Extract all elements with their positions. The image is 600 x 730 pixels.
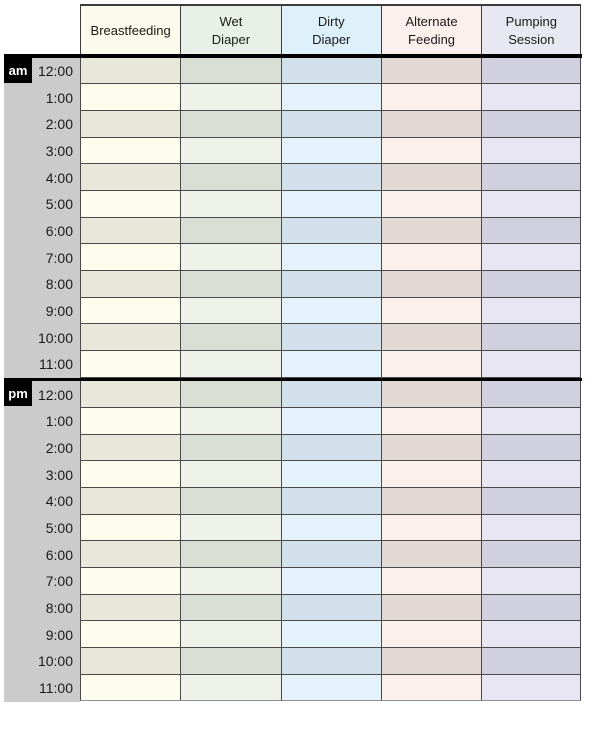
- cell-pm-600-alternate-feeding[interactable]: [381, 541, 481, 568]
- row-am-800: [4, 271, 582, 298]
- cell-am-100-breastfeeding[interactable]: [80, 84, 180, 111]
- row-am-600: [4, 218, 582, 245]
- cell-am-200-alternate-feeding[interactable]: [381, 111, 481, 138]
- row-am-1200: [4, 58, 582, 85]
- cell-am-900-alternate-feeding[interactable]: [381, 298, 481, 325]
- cell-pm-900-breastfeeding[interactable]: [80, 621, 180, 648]
- row-pm-100: [4, 408, 582, 435]
- column-header-pumping-session: [481, 4, 581, 55]
- cell-pm-300-pumping-session[interactable]: [481, 461, 581, 488]
- cell-am-800-dirty-diaper[interactable]: [281, 271, 381, 298]
- pm-badge: pm: [4, 381, 32, 406]
- column-header-dirty-diaper: [281, 4, 381, 55]
- cell-pm-700-pumping-session[interactable]: [481, 568, 581, 595]
- cell-pm-1200-wet-diaper[interactable]: [180, 381, 280, 408]
- cell-pm-300-wet-diaper[interactable]: [180, 461, 280, 488]
- cell-am-600-pumping-session[interactable]: [481, 218, 581, 245]
- column-header-label-line: Alternate: [405, 13, 458, 29]
- time-label-pm-1200: 12:00: [37, 386, 73, 403]
- cell-am-400-dirty-diaper[interactable]: [281, 164, 381, 191]
- row-pm-400: [4, 488, 582, 515]
- row-am-400: [4, 164, 582, 191]
- time-label-am-200: 2:00: [45, 116, 73, 133]
- cell-pm-200-wet-diaper[interactable]: [180, 435, 280, 462]
- time-label-pm-200: 2:00: [45, 439, 73, 456]
- cell-am-300-breastfeeding[interactable]: [80, 138, 180, 165]
- cell-pm-500-alternate-feeding[interactable]: [381, 515, 481, 542]
- am-badge: am: [4, 58, 32, 83]
- cell-am-900-pumping-session[interactable]: [481, 298, 581, 325]
- cell-am-800-breastfeeding[interactable]: [80, 271, 180, 298]
- column-header-breastfeeding: [80, 4, 180, 55]
- time-label-pm-600: 6:00: [45, 546, 73, 563]
- cell-am-600-dirty-diaper[interactable]: [281, 218, 381, 245]
- cell-pm-700-alternate-feeding[interactable]: [381, 568, 481, 595]
- cell-am-700-breastfeeding[interactable]: [80, 244, 180, 271]
- cell-am-900-breastfeeding[interactable]: [80, 298, 180, 325]
- column-header-label-line: Diaper: [211, 31, 251, 47]
- time-label-am-900: 9:00: [45, 303, 73, 320]
- cell-pm-1200-alternate-feeding[interactable]: [381, 381, 481, 408]
- cell-pm-1100-breastfeeding[interactable]: [80, 675, 180, 702]
- cell-pm-1000-dirty-diaper[interactable]: [281, 648, 381, 675]
- cell-am-400-breastfeeding[interactable]: [80, 164, 180, 191]
- cell-pm-200-breastfeeding[interactable]: [80, 435, 180, 462]
- cell-pm-600-pumping-session[interactable]: [481, 541, 581, 568]
- cell-pm-100-dirty-diaper[interactable]: [281, 408, 381, 435]
- row-pm-300: [4, 461, 582, 488]
- column-header-label-line: Diaper: [312, 31, 351, 47]
- time-label-am-800: 8:00: [45, 276, 73, 293]
- cell-am-1100-wet-diaper[interactable]: [180, 351, 280, 378]
- cell-am-400-pumping-session[interactable]: [481, 164, 581, 191]
- cell-am-1000-dirty-diaper[interactable]: [281, 324, 381, 351]
- cell-pm-1200-breastfeeding[interactable]: [80, 381, 180, 408]
- cell-am-1100-pumping-session[interactable]: [481, 351, 581, 378]
- cell-pm-800-pumping-session[interactable]: [481, 595, 581, 622]
- cell-am-1100-alternate-feeding[interactable]: [381, 351, 481, 378]
- cell-pm-1100-dirty-diaper[interactable]: [281, 675, 381, 702]
- cell-am-1000-pumping-session[interactable]: [481, 324, 581, 351]
- column-header-label-line: Breastfeeding: [90, 22, 171, 38]
- time-label-am-300: 3:00: [45, 142, 73, 159]
- row-pm-1200: [4, 381, 582, 408]
- cell-pm-800-wet-diaper[interactable]: [180, 595, 280, 622]
- cell-pm-600-breastfeeding[interactable]: [80, 541, 180, 568]
- cell-pm-900-dirty-diaper[interactable]: [281, 621, 381, 648]
- time-label-am-700: 7:00: [45, 249, 73, 266]
- cell-pm-400-alternate-feeding[interactable]: [381, 488, 481, 515]
- time-label-pm-900: 9:00: [45, 626, 73, 643]
- cell-am-300-dirty-diaper[interactable]: [281, 138, 381, 165]
- cell-am-1200-wet-diaper[interactable]: [180, 58, 280, 85]
- cell-pm-800-breastfeeding[interactable]: [80, 595, 180, 622]
- time-label-pm-1100: 11:00: [39, 680, 73, 697]
- cell-pm-600-dirty-diaper[interactable]: [281, 541, 381, 568]
- time-label-pm-500: 5:00: [45, 519, 73, 536]
- time-label-am-600: 6:00: [45, 222, 73, 239]
- cell-pm-1100-wet-diaper[interactable]: [180, 675, 280, 702]
- cell-am-300-wet-diaper[interactable]: [180, 138, 280, 165]
- time-label-pm-700: 7:00: [45, 573, 73, 590]
- time-label-pm-300: 3:00: [45, 466, 73, 483]
- cell-am-500-alternate-feeding[interactable]: [381, 191, 481, 218]
- time-label-pm-800: 8:00: [45, 600, 73, 617]
- cell-pm-200-pumping-session[interactable]: [481, 435, 581, 462]
- header-row: [80, 4, 583, 55]
- cell-pm-800-dirty-diaper[interactable]: [281, 595, 381, 622]
- row-pm-900: [4, 621, 582, 648]
- column-header-label-line: Feeding: [408, 31, 456, 47]
- cell-am-1100-breastfeeding[interactable]: [80, 351, 180, 378]
- cell-pm-600-wet-diaper[interactable]: [180, 541, 280, 568]
- cell-am-1000-alternate-feeding[interactable]: [381, 324, 481, 351]
- cell-pm-400-wet-diaper[interactable]: [180, 488, 280, 515]
- row-pm-1000: [4, 648, 582, 675]
- cell-am-200-breastfeeding[interactable]: [80, 111, 180, 138]
- cell-am-700-wet-diaper[interactable]: [180, 244, 280, 271]
- row-pm-500: [4, 515, 582, 542]
- cell-pm-1000-pumping-session[interactable]: [481, 648, 581, 675]
- cell-pm-100-alternate-feeding[interactable]: [381, 408, 481, 435]
- cell-pm-1100-alternate-feeding[interactable]: [381, 675, 481, 702]
- cell-pm-800-alternate-feeding[interactable]: [381, 595, 481, 622]
- time-label-pm-400: 4:00: [45, 493, 73, 510]
- cell-am-1200-pumping-session[interactable]: [481, 58, 581, 85]
- cell-am-300-pumping-session[interactable]: [481, 138, 581, 165]
- cell-am-500-breastfeeding[interactable]: [80, 191, 180, 218]
- cell-pm-900-wet-diaper[interactable]: [180, 621, 280, 648]
- cell-am-800-pumping-session[interactable]: [481, 271, 581, 298]
- cell-pm-100-wet-diaper[interactable]: [180, 408, 280, 435]
- cell-pm-700-wet-diaper[interactable]: [180, 568, 280, 595]
- time-label-am-1200: 12:00: [37, 62, 73, 79]
- cell-am-100-alternate-feeding[interactable]: [381, 84, 481, 111]
- cell-am-600-wet-diaper[interactable]: [180, 218, 280, 245]
- row-pm-700: [4, 568, 582, 595]
- cell-am-200-dirty-diaper[interactable]: [281, 111, 381, 138]
- row-am-700: [4, 244, 582, 271]
- cell-am-700-pumping-session[interactable]: [481, 244, 581, 271]
- cell-pm-400-breastfeeding[interactable]: [80, 488, 180, 515]
- cell-pm-300-dirty-diaper[interactable]: [281, 461, 381, 488]
- time-label-am-500: 5:00: [45, 196, 73, 213]
- cell-am-200-pumping-session[interactable]: [481, 111, 581, 138]
- row-am-100: [4, 84, 582, 111]
- cell-pm-700-breastfeeding[interactable]: [80, 568, 180, 595]
- time-label-am-1100: 11:00: [39, 356, 73, 373]
- cell-am-200-wet-diaper[interactable]: [180, 111, 280, 138]
- cell-pm-900-pumping-session[interactable]: [481, 621, 581, 648]
- cell-pm-400-dirty-diaper[interactable]: [281, 488, 381, 515]
- cell-pm-1000-breastfeeding[interactable]: [80, 648, 180, 675]
- cell-am-1000-breastfeeding[interactable]: [80, 324, 180, 351]
- cell-pm-300-breastfeeding[interactable]: [80, 461, 180, 488]
- cell-am-1000-wet-diaper[interactable]: [180, 324, 280, 351]
- column-header-label-line: Dirty: [317, 13, 345, 29]
- cell-am-1200-breastfeeding[interactable]: [80, 58, 180, 85]
- cell-am-500-dirty-diaper[interactable]: [281, 191, 381, 218]
- cell-pm-100-pumping-session[interactable]: [481, 408, 581, 435]
- time-label-am-400: 4:00: [45, 169, 73, 186]
- row-am-1000: [4, 324, 582, 351]
- column-header-label-line: Wet: [219, 13, 243, 29]
- cell-am-1200-dirty-diaper[interactable]: [281, 58, 381, 85]
- cell-pm-500-dirty-diaper[interactable]: [281, 515, 381, 542]
- cell-pm-500-wet-diaper[interactable]: [180, 515, 280, 542]
- cell-am-100-wet-diaper[interactable]: [180, 84, 280, 111]
- row-am-500: [4, 191, 582, 218]
- cell-pm-200-dirty-diaper[interactable]: [281, 435, 381, 462]
- rows-am-section: [4, 58, 582, 378]
- row-am-200: [4, 111, 582, 138]
- column-header-wet-diaper: [180, 4, 280, 55]
- cell-pm-700-dirty-diaper[interactable]: [281, 568, 381, 595]
- cell-am-900-dirty-diaper[interactable]: [281, 298, 381, 325]
- cell-pm-1000-alternate-feeding[interactable]: [381, 648, 481, 675]
- cell-pm-500-pumping-session[interactable]: [481, 515, 581, 542]
- row-am-900: [4, 298, 582, 325]
- cell-am-700-alternate-feeding[interactable]: [381, 244, 481, 271]
- cell-am-1200-alternate-feeding[interactable]: [381, 58, 481, 85]
- cell-am-500-pumping-session[interactable]: [481, 191, 581, 218]
- cell-am-600-breastfeeding[interactable]: [80, 218, 180, 245]
- cell-pm-1100-pumping-session[interactable]: [481, 675, 581, 702]
- cell-pm-1200-dirty-diaper[interactable]: [281, 381, 381, 408]
- cell-am-100-dirty-diaper[interactable]: [281, 84, 381, 111]
- cell-pm-900-alternate-feeding[interactable]: [381, 621, 481, 648]
- cell-pm-500-breastfeeding[interactable]: [80, 515, 180, 542]
- row-pm-200: [4, 435, 582, 462]
- cell-pm-1000-wet-diaper[interactable]: [180, 648, 280, 675]
- cell-am-800-wet-diaper[interactable]: [180, 271, 280, 298]
- time-label-am-100: 1:00: [45, 89, 73, 106]
- cell-am-600-alternate-feeding[interactable]: [381, 218, 481, 245]
- cell-pm-400-pumping-session[interactable]: [481, 488, 581, 515]
- time-label-am-1000: 10:00: [37, 329, 73, 346]
- cell-am-700-dirty-diaper[interactable]: [281, 244, 381, 271]
- cell-am-100-pumping-session[interactable]: [481, 84, 581, 111]
- row-am-1100: [4, 351, 582, 378]
- cell-am-400-wet-diaper[interactable]: [180, 164, 280, 191]
- row-pm-600: [4, 541, 582, 568]
- column-header-label-line: Session: [508, 31, 555, 47]
- cell-pm-200-alternate-feeding[interactable]: [381, 435, 481, 462]
- cell-pm-300-alternate-feeding[interactable]: [381, 461, 481, 488]
- time-label-pm-1000: 10:00: [37, 653, 73, 670]
- cell-pm-1200-pumping-session[interactable]: [481, 381, 581, 408]
- row-pm-800: [4, 595, 582, 622]
- cell-am-800-alternate-feeding[interactable]: [381, 271, 481, 298]
- cell-pm-100-breastfeeding[interactable]: [80, 408, 180, 435]
- cell-am-900-wet-diaper[interactable]: [180, 298, 280, 325]
- row-am-300: [4, 138, 582, 165]
- row-pm-1100: [4, 675, 582, 702]
- rows-pm-section: [4, 381, 582, 701]
- cell-am-500-wet-diaper[interactable]: [180, 191, 280, 218]
- time-label-pm-100: 1:00: [45, 413, 73, 430]
- cell-am-400-alternate-feeding[interactable]: [381, 164, 481, 191]
- cell-am-1100-dirty-diaper[interactable]: [281, 351, 381, 378]
- column-header-label-line: Pumping: [505, 13, 557, 29]
- cell-am-300-alternate-feeding[interactable]: [381, 138, 481, 165]
- column-header-alternate-feeding: [381, 4, 481, 55]
